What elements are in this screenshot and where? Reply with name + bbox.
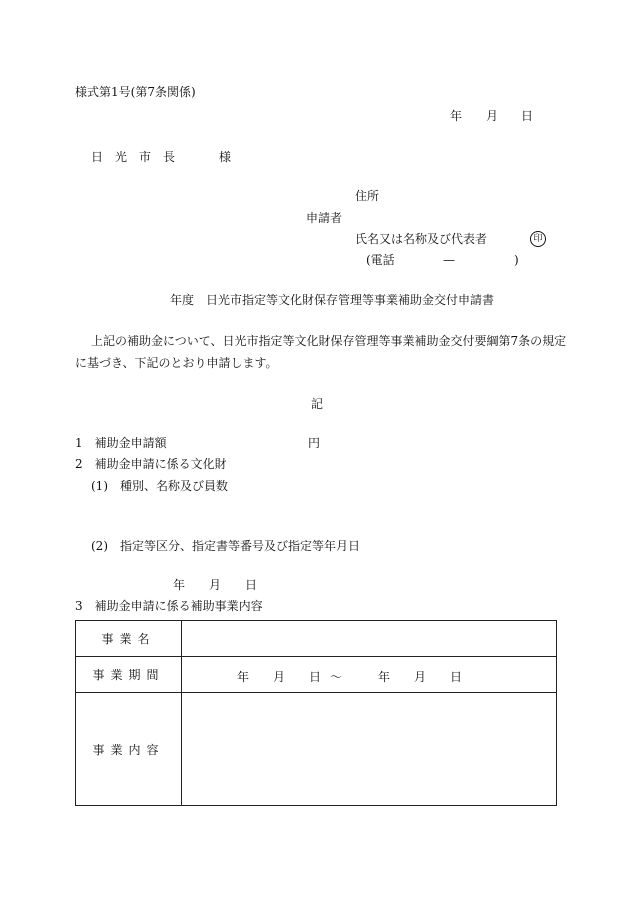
project-table [75, 620, 557, 806]
document-title: 年度 日光市指定等文化財保存管理等事業補助金交付申請書 [170, 293, 495, 307]
item-2-sub-2: (2) 指定等区分、指定書等番号及び指定等年月日 [91, 539, 360, 553]
period-start-year: 年 [237, 670, 250, 684]
project-period-field[interactable] [182, 657, 557, 693]
period-end-year: 年 [378, 670, 391, 684]
item-2-sub-1: (1) 種別、名称及び員数 [91, 479, 228, 493]
period-start-month: 月 [273, 670, 286, 684]
item-1-label: 1 補助金申請額 [75, 436, 167, 450]
name-label: 氏名又は名称及び代表者 [355, 232, 488, 246]
address-label: 住所 [355, 189, 380, 203]
period-tilde: ～ [330, 670, 343, 684]
period-start-day: 日 [309, 670, 322, 684]
project-name-field[interactable] [182, 621, 557, 657]
addressee-honorific: 様 [219, 150, 232, 164]
phone-open: (電話 [366, 253, 395, 267]
date-month: 月 [486, 109, 499, 123]
project-period-label: 事業期間 [76, 657, 182, 693]
body-line-1: 上記の補助金について、日光市指定等文化財保存管理等事業補助金交付要綱第7条の規定 [91, 334, 567, 348]
table-row [76, 621, 557, 657]
period-end-day: 日 [450, 670, 463, 684]
item-2-date-month: 月 [209, 578, 222, 592]
seal-mark: 印 [530, 231, 546, 247]
body-line-2: に基づき、下記のとおり申請します。 [75, 356, 278, 370]
item-2-date-year: 年 [173, 578, 186, 592]
ki-mark: 記 [311, 397, 324, 411]
project-content-label: 事業内容 [76, 693, 182, 806]
applicant-label: 申請者 [306, 211, 343, 225]
period-end-month: 月 [414, 670, 427, 684]
date-day: 日 [521, 109, 534, 123]
date-year: 年 [450, 109, 463, 123]
phone-close: ) [514, 253, 519, 267]
project-name-label: 事業名 [76, 621, 182, 657]
table-row [76, 693, 557, 806]
form-number: 様式第1号(第7条関係) [75, 85, 196, 99]
item-2-date-day: 日 [245, 578, 258, 592]
item-2-label: 2 補助金申請に係る文化財 [75, 457, 227, 471]
table-row [76, 657, 557, 693]
project-content-field[interactable] [182, 693, 557, 806]
item-1-unit: 円 [308, 436, 321, 450]
addressee-name: 日 光 市 長 [91, 150, 176, 164]
item-3-label: 3 補助金申請に係る補助事業内容 [75, 599, 263, 613]
phone-dash: — [443, 253, 455, 267]
